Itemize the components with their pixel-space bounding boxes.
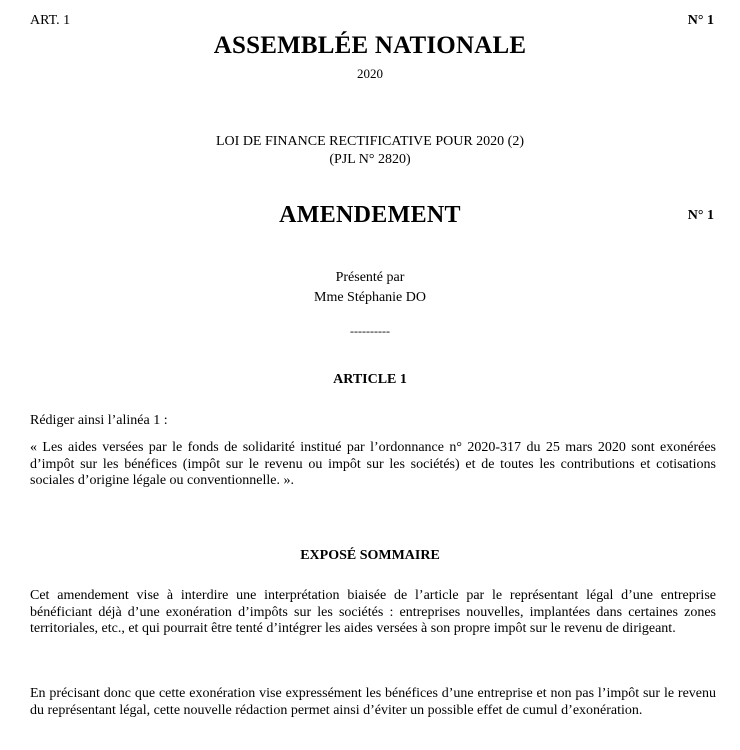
expose-heading: EXPOSÉ SOMMAIRE — [300, 548, 440, 563]
separator-line: ---------- — [350, 324, 390, 338]
amendment-title: AMENDEMENT — [279, 202, 461, 228]
author-name: Mme Stéphanie DO — [314, 290, 426, 305]
amendment-number: N° 1 — [687, 208, 714, 223]
amended-text: « Les aides versées par le fonds de solidarité institué par l’ordonnance n° 2020-317 du 25 mars 2020 sont exonérées d’impôt sur les bénéfices (impôt sur le revenu ou impôt sur les sociétés) et de toutes les contributions et cotisations sociales d’origine légale ou conventionnelle. ». — [30, 440, 716, 488]
year: 2020 — [357, 66, 383, 81]
instruction-text: Rédiger ainsi l’alinéa 1 : — [30, 413, 168, 428]
presented-by: Présenté par — [335, 270, 405, 285]
expose-paragraph: En précisant donc que cette exonération vise expressément les bénéfices d’une entreprise et non pas l’impôt sur le revenu du représentant légal, cette nouvelle rédaction permet ainsi d’éviter un possible effet de cumul d’exonération. — [30, 686, 716, 718]
article-heading: ARTICLE 1 — [333, 372, 407, 387]
law-subtitle: (PJL N° 2820) — [329, 152, 411, 167]
amendment-number-top: N° 1 — [687, 13, 714, 28]
law-title: LOI DE FINANCE RECTIFICATIVE POUR 2020 (2) — [216, 134, 524, 149]
expose-paragraph: Cet amendement vise à interdire une interprétation biaisée de l’article par le représentant légal d’une entreprise bénéficiant déjà d’une exonération d’impôts sur les sociétés : entreprises nouvelles, implantées dans certaines zones territoriales, etc., et qui pourrait être tenté d’intégrer les aides versées à son propre impôt sur le revenu de dirigeant. — [30, 588, 716, 636]
article-reference: ART. 1 — [30, 13, 71, 28]
assembly-title: ASSEMBLÉE NATIONALE — [213, 32, 527, 59]
